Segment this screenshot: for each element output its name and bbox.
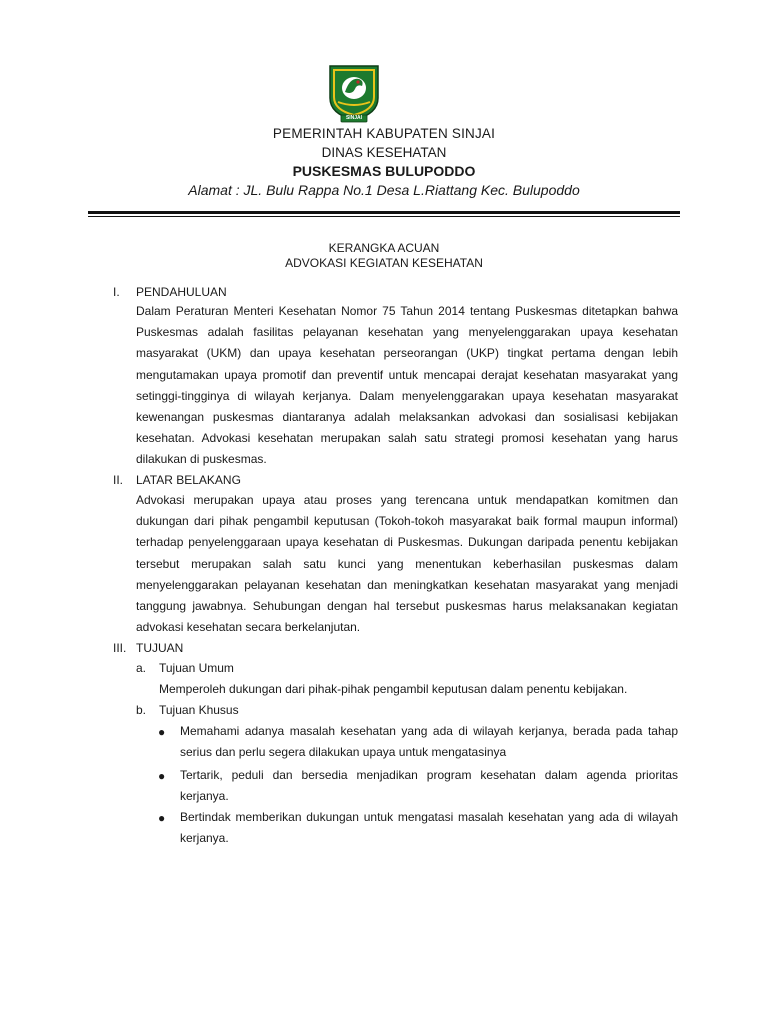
- section-number: III.: [113, 641, 127, 655]
- subsection-paragraph-tujuan-umum: Memperoleh dukungan dari pihak-pihak pengambil keputusan dalam penentu kebijakan.: [159, 682, 628, 696]
- list-item: Tertarik, peduli dan bersedia menjadikan program kesehatan dalam agenda prioritas kerjanya.: [180, 768, 678, 804]
- section-paragraph-latar-belakang: Advokasi merupakan upaya atau proses yang terencana untuk mendapatkan komitmen dan dukungan dari pihak pengambil keputusan (Tokoh-tokoh masyarakat baik formal maupun informal) terhadap penyelenggaraan upaya kesehatan di Puskesmas. Dukungan daripada penentu kebijakan tersebut merupakan salah satu kunci yang menentukan keberhasilan puskesmas dalam menyelenggarakan pelayanan kesehatan dan meningkatkan kesehatan masyarakat yang menjadi tanggung jawabnya. Sehubungan dengan hal tersebut puskesmas harus melaksanakan kegiatan advokasi kesehatan secara berkelanjutan.: [136, 493, 678, 635]
- section-label: PENDAHULUAN: [136, 285, 227, 299]
- list-item: Memahami adanya masalah kesehatan yang ada di wilayah kerjanya, berada pada tahap serius dan perlu segera dilakukan upaya untuk mengatasinya: [180, 724, 678, 760]
- subsection-marker: b.: [136, 703, 147, 717]
- subsection-marker: a.: [136, 661, 147, 675]
- letterhead-divider-thin: [88, 216, 680, 217]
- document-subtitle: ADVOKASI KEGIATAN KESEHATAN: [285, 256, 483, 270]
- bullet-icon: ●: [158, 811, 166, 825]
- subsection-heading-tujuan-umum: [136, 661, 234, 675]
- bullet-icon: ●: [158, 725, 166, 739]
- section-number: I.: [113, 285, 120, 299]
- subsection-heading-tujuan-khusus: [136, 703, 239, 717]
- letterhead-government: PEMERINTAH KABUPATEN SINJAI: [272, 126, 496, 141]
- list-item: Bertindak memberikan dukungan untuk mengatasi masalah kesehatan yang ada di wilayah kerjanya.: [180, 810, 678, 846]
- letterhead-address: Alamat : JL. Bulu Rappa No.1 Desa L.Riattang Kec. Bulupoddo: [188, 182, 580, 198]
- sinjai-emblem-logo: [326, 62, 382, 124]
- section-label: LATAR BELAKANG: [136, 473, 241, 487]
- section-number: II.: [113, 473, 124, 487]
- logo-banner-text: SINJAI: [345, 115, 363, 121]
- subsection-label: Tujuan Umum: [159, 661, 234, 675]
- letterhead-divider-thick: [88, 211, 680, 214]
- letterhead-department: DINAS KESEHATAN: [321, 145, 447, 160]
- section-label: TUJUAN: [136, 641, 184, 655]
- document-title: KERANGKA ACUAN: [328, 241, 440, 255]
- subsection-label: Tujuan Khusus: [159, 703, 239, 717]
- bullet-icon: ●: [158, 769, 166, 783]
- letterhead-institution: PUSKESMAS BULUPODDO: [292, 163, 476, 179]
- section-paragraph-pendahuluan: Dalam Peraturan Menteri Kesehatan Nomor 75 Tahun 2014 tentang Puskesmas ditetapkan bahwa Puskesmas adalah fasilitas pelayanan kesehatan yang menyelenggarakan upaya kesehatan masyarakat (UKM) dan upaya kesehatan perseorangan (UKP) tingkat pertama dengan lebih mengutamakan upaya promotif dan preventif untuk mencapai derajat kesehatan masyarakat yang setinggi-tingginya di wilayah kerjanya. Dalam menyelenggarakan upaya kesehatan masyarakat kewenangan puskesmas diantaranya adalah melaksankan advokasi dan sosialisasi kebijakan kesehatan. Advokasi kesehatan merupakan salah satu strategi promosi kesehatan yang harus dilakukan di puskesmas.: [136, 304, 678, 467]
